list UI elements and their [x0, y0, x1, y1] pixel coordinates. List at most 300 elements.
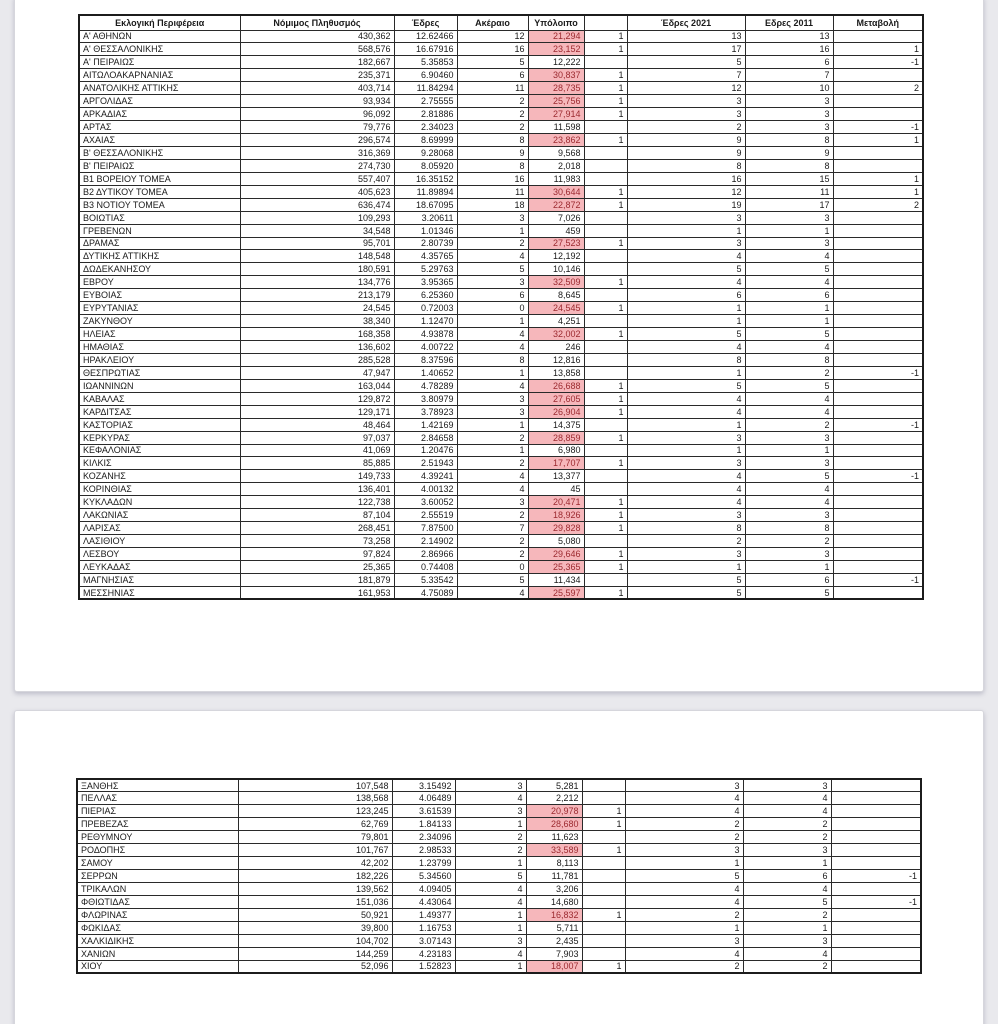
value-cell: 2.86966 — [394, 548, 457, 561]
value-cell: 5 — [627, 56, 745, 69]
value-cell: 139,562 — [238, 883, 392, 896]
value-cell: 4 — [625, 883, 743, 896]
value-cell — [582, 792, 625, 805]
value-cell: 4 — [457, 250, 528, 263]
value-cell: 1 — [584, 392, 627, 405]
value-cell: 3.07143 — [392, 934, 455, 947]
value-cell: 636,474 — [240, 198, 394, 211]
column-header: Ακέραιο — [457, 15, 528, 30]
value-cell: 95,701 — [240, 237, 394, 250]
highlighted-remainder-cell: 22,872 — [528, 198, 584, 211]
highlighted-remainder-cell: 17,707 — [528, 457, 584, 470]
value-cell: 11 — [457, 82, 528, 95]
value-cell: 12,222 — [528, 56, 584, 69]
district-cell: ΚΑΣΤΟΡΙΑΣ — [79, 418, 240, 431]
value-cell — [584, 121, 627, 134]
value-cell — [833, 560, 923, 573]
value-cell: 405,623 — [240, 185, 394, 198]
highlighted-remainder-cell: 29,646 — [528, 548, 584, 561]
value-cell: 16 — [745, 43, 833, 56]
value-cell: 16.67916 — [394, 43, 457, 56]
value-cell: 1 — [584, 69, 627, 82]
column-header: Έδρες — [394, 15, 457, 30]
value-cell: 11,598 — [528, 121, 584, 134]
seat-allocation-table-page-2 — [76, 778, 922, 974]
value-cell: 1 — [584, 405, 627, 418]
value-cell — [833, 146, 923, 159]
value-cell: 6 — [745, 573, 833, 586]
value-cell: 3,206 — [526, 883, 582, 896]
highlighted-remainder-cell: 28,735 — [528, 82, 584, 95]
table-row — [79, 392, 923, 405]
value-cell: 8 — [745, 353, 833, 366]
value-cell: 4 — [745, 496, 833, 509]
value-cell: 4 — [457, 470, 528, 483]
value-cell: 2 — [627, 121, 745, 134]
value-cell: 1 — [455, 818, 526, 831]
district-cell: ΑΡΤΑΣ — [79, 121, 240, 134]
district-cell: ΛΕΥΚΑΔΑΣ — [79, 560, 240, 573]
value-cell: 1 — [584, 328, 627, 341]
value-cell: 5 — [745, 586, 833, 599]
value-cell — [833, 69, 923, 82]
value-cell: 182,667 — [240, 56, 394, 69]
value-cell: 4 — [627, 405, 745, 418]
value-cell: 274,730 — [240, 159, 394, 172]
district-cell: ΚΕΡΚΥΡΑΣ — [79, 431, 240, 444]
value-cell: 8.37596 — [394, 353, 457, 366]
value-cell: 213,179 — [240, 289, 394, 302]
value-cell: 7 — [745, 69, 833, 82]
value-cell: 6 — [457, 69, 528, 82]
value-cell — [584, 470, 627, 483]
value-cell: 8 — [745, 522, 833, 535]
value-cell: 4.00132 — [394, 483, 457, 496]
value-cell: 2 — [457, 108, 528, 121]
value-cell: 2 — [455, 831, 526, 844]
district-cell: ΔΩΔΕΚΑΝΗΣΟΥ — [79, 263, 240, 276]
value-cell: 73,258 — [240, 535, 394, 548]
highlighted-remainder-cell: 18,926 — [528, 509, 584, 522]
value-cell: 4 — [745, 276, 833, 289]
value-cell: 2 — [625, 908, 743, 921]
column-header: Έδρες 2021 — [627, 15, 745, 30]
value-cell: 0.72003 — [394, 302, 457, 315]
value-cell — [833, 250, 923, 263]
value-cell: 8 — [627, 353, 745, 366]
table-row — [79, 108, 923, 121]
value-cell: 144,259 — [238, 947, 392, 960]
value-cell — [833, 224, 923, 237]
value-cell: 1 — [584, 496, 627, 509]
district-cell: Α' ΑΘΗΝΩΝ — [79, 30, 240, 43]
column-header: Εκλογική Περιφέρεια — [79, 15, 240, 30]
table-row — [79, 82, 923, 95]
value-cell — [833, 535, 923, 548]
table-row — [79, 586, 923, 599]
value-cell: 4 — [457, 328, 528, 341]
value-cell — [831, 831, 921, 844]
district-cell: ΣΕΡΡΩΝ — [77, 870, 238, 883]
value-cell: 8 — [457, 353, 528, 366]
value-cell: 16 — [457, 43, 528, 56]
value-cell: 1 — [743, 857, 831, 870]
value-cell: 430,362 — [240, 30, 394, 43]
value-cell: 1 — [584, 379, 627, 392]
value-cell: 3 — [745, 211, 833, 224]
value-cell: 4 — [625, 805, 743, 818]
district-cell: ΚΑΡΔΙΤΣΑΣ — [79, 405, 240, 418]
value-cell: 4.43064 — [392, 895, 455, 908]
value-cell: 4.39241 — [394, 470, 457, 483]
value-cell — [833, 159, 923, 172]
table-row — [79, 146, 923, 159]
district-cell: ΚΕΦΑΛΟΝΙΑΣ — [79, 444, 240, 457]
value-cell — [584, 159, 627, 172]
value-cell: 3 — [627, 548, 745, 561]
value-cell: 13,858 — [528, 366, 584, 379]
highlighted-remainder-cell: 26,688 — [528, 379, 584, 392]
value-cell: 2 — [743, 831, 831, 844]
value-cell — [584, 341, 627, 354]
value-cell: 2 — [457, 548, 528, 561]
value-cell — [833, 211, 923, 224]
value-cell: 8.05920 — [394, 159, 457, 172]
value-cell: 6.90460 — [394, 69, 457, 82]
value-cell: 9,568 — [528, 146, 584, 159]
district-cell: ΜΕΣΣΗΝΙΑΣ — [79, 586, 240, 599]
value-cell: 2 — [743, 818, 831, 831]
value-cell: 17 — [627, 43, 745, 56]
value-cell: 1 — [627, 315, 745, 328]
district-cell: ΦΩΚΙΔΑΣ — [77, 921, 238, 934]
value-cell: 0.74408 — [394, 560, 457, 573]
table-row — [77, 870, 921, 883]
value-cell: 123,245 — [238, 805, 392, 818]
value-cell: 2 — [625, 960, 743, 973]
value-cell: 2 — [625, 818, 743, 831]
table-row — [79, 315, 923, 328]
highlighted-remainder-cell: 27,605 — [528, 392, 584, 405]
highlighted-remainder-cell: 21,294 — [528, 30, 584, 43]
value-cell: 316,369 — [240, 146, 394, 159]
highlighted-remainder-cell: 24,545 — [528, 302, 584, 315]
value-cell: 296,574 — [240, 134, 394, 147]
table-row — [79, 496, 923, 509]
value-cell — [831, 857, 921, 870]
table-row — [79, 198, 923, 211]
value-cell — [584, 172, 627, 185]
value-cell: 14,375 — [528, 418, 584, 431]
table-row — [79, 250, 923, 263]
document-page-2 — [14, 710, 984, 1024]
value-cell: 2,018 — [528, 159, 584, 172]
value-cell: 3 — [745, 108, 833, 121]
value-cell: 129,872 — [240, 392, 394, 405]
value-cell: 7,026 — [528, 211, 584, 224]
table-row — [79, 341, 923, 354]
value-cell: 1 — [582, 805, 625, 818]
value-cell: 109,293 — [240, 211, 394, 224]
value-cell: 1 — [584, 457, 627, 470]
value-cell — [584, 366, 627, 379]
value-cell: 1 — [455, 857, 526, 870]
value-cell: 5,080 — [528, 535, 584, 548]
district-cell: ΔΥΤΙΚΗΣ ΑΤΤΙΚΗΣ — [79, 250, 240, 263]
value-cell: 24,545 — [240, 302, 394, 315]
value-cell: 6 — [745, 56, 833, 69]
value-cell: 4 — [457, 483, 528, 496]
highlighted-remainder-cell: 32,509 — [528, 276, 584, 289]
value-cell: 97,037 — [240, 431, 394, 444]
value-cell: 6,980 — [528, 444, 584, 457]
value-cell: 1.23799 — [392, 857, 455, 870]
district-cell: ΚΟΖΑΝΗΣ — [79, 470, 240, 483]
district-cell: ΑΡΓΟΛΙΔΑΣ — [79, 95, 240, 108]
value-cell: 18 — [457, 198, 528, 211]
highlighted-remainder-cell: 32,002 — [528, 328, 584, 341]
table-row — [77, 934, 921, 947]
district-cell: Β' ΘΕΣΣΑΛΟΝΙΚΗΣ — [79, 146, 240, 159]
value-cell: 151,036 — [238, 895, 392, 908]
value-cell: 16.35152 — [394, 172, 457, 185]
value-cell: 17 — [745, 198, 833, 211]
district-cell: ΑΝΑΤΟΛΙΚΗΣ ΑΤΤΙΚΗΣ — [79, 82, 240, 95]
value-cell: 3 — [743, 934, 831, 947]
table-row — [79, 418, 923, 431]
table-row — [79, 95, 923, 108]
value-cell: 9 — [627, 134, 745, 147]
value-cell: 3 — [745, 431, 833, 444]
value-cell: 134,776 — [240, 276, 394, 289]
value-cell: 101,767 — [238, 844, 392, 857]
value-cell: 1 — [584, 276, 627, 289]
value-cell: 79,801 — [238, 831, 392, 844]
district-cell: ΑΧΑΙΑΣ — [79, 134, 240, 147]
value-cell: 5 — [745, 328, 833, 341]
table-row — [77, 805, 921, 818]
value-cell: 9.28068 — [394, 146, 457, 159]
value-cell: 3.60052 — [394, 496, 457, 509]
value-cell: 5,281 — [526, 779, 582, 792]
value-cell: 2.75555 — [394, 95, 457, 108]
value-cell: 8,113 — [526, 857, 582, 870]
value-cell: 3 — [625, 934, 743, 947]
table-row — [79, 211, 923, 224]
district-cell: ΜΑΓΝΗΣΙΑΣ — [79, 573, 240, 586]
table-row — [77, 960, 921, 973]
value-cell: 6.25360 — [394, 289, 457, 302]
district-cell: ΙΩΑΝΝΙΝΩΝ — [79, 379, 240, 392]
value-cell: 25,365 — [240, 560, 394, 573]
value-cell: 13 — [627, 30, 745, 43]
value-cell: 2 — [833, 198, 923, 211]
value-cell — [833, 483, 923, 496]
value-cell: 4.78289 — [394, 379, 457, 392]
table-row — [79, 56, 923, 69]
value-cell: 4.00722 — [394, 341, 457, 354]
district-cell: ΕΒΡΟΥ — [79, 276, 240, 289]
value-cell: 235,371 — [240, 69, 394, 82]
seat-allocation-table-page-1 — [78, 14, 924, 600]
value-cell: 3 — [627, 211, 745, 224]
value-cell: 5 — [625, 870, 743, 883]
district-cell: ΧΙΟΥ — [77, 960, 238, 973]
value-cell — [584, 483, 627, 496]
value-cell: 6 — [743, 870, 831, 883]
table-row — [79, 134, 923, 147]
value-cell: 4,251 — [528, 315, 584, 328]
value-cell — [833, 522, 923, 535]
table-row — [79, 431, 923, 444]
value-cell: 181,879 — [240, 573, 394, 586]
value-cell: 0 — [457, 302, 528, 315]
value-cell: 2 — [457, 509, 528, 522]
value-cell: 1 — [457, 315, 528, 328]
value-cell: 136,401 — [240, 483, 394, 496]
value-cell: 6 — [457, 289, 528, 302]
district-cell: ΤΡΙΚΑΛΩΝ — [77, 883, 238, 896]
value-cell: 2.98533 — [392, 844, 455, 857]
table-row — [77, 908, 921, 921]
value-cell — [833, 276, 923, 289]
value-cell: 104,702 — [238, 934, 392, 947]
value-cell: -1 — [833, 121, 923, 134]
value-cell: 1 — [627, 418, 745, 431]
value-cell — [833, 237, 923, 250]
value-cell: 1 — [582, 908, 625, 921]
table-row — [79, 224, 923, 237]
table-row — [77, 779, 921, 792]
value-cell: 15 — [745, 172, 833, 185]
value-cell: 3 — [457, 211, 528, 224]
column-header: Εδρες 2011 — [745, 15, 833, 30]
value-cell: 38,340 — [240, 315, 394, 328]
value-cell: 2.34023 — [394, 121, 457, 134]
column-header: Υπόλοιπο — [528, 15, 584, 30]
district-cell: ΛΑΚΩΝΙΑΣ — [79, 509, 240, 522]
value-cell: 3 — [627, 108, 745, 121]
value-cell: 11.89894 — [394, 185, 457, 198]
table-row — [77, 947, 921, 960]
value-cell: 3 — [745, 509, 833, 522]
highlighted-remainder-cell: 29,828 — [528, 522, 584, 535]
value-cell: 4 — [455, 883, 526, 896]
table-header-row — [79, 15, 923, 30]
highlighted-remainder-cell: 25,365 — [528, 560, 584, 573]
district-cell: ΖΑΚΥΝΘΟΥ — [79, 315, 240, 328]
value-cell: 5.35853 — [394, 56, 457, 69]
value-cell: 4 — [743, 805, 831, 818]
table-row — [77, 818, 921, 831]
district-cell: ΕΥΒΟΙΑΣ — [79, 289, 240, 302]
district-cell: ΚΑΒΑΛΑΣ — [79, 392, 240, 405]
value-cell: 12.62466 — [394, 30, 457, 43]
district-cell: ΠΕΛΛΑΣ — [77, 792, 238, 805]
value-cell — [831, 805, 921, 818]
value-cell: 4 — [455, 947, 526, 960]
table-row — [79, 522, 923, 535]
value-cell: 48,464 — [240, 418, 394, 431]
district-cell: ΛΑΡΙΣΑΣ — [79, 522, 240, 535]
district-cell: ΛΕΣΒΟΥ — [79, 548, 240, 561]
value-cell: 4 — [745, 341, 833, 354]
value-cell: 4 — [625, 792, 743, 805]
highlighted-remainder-cell: 28,680 — [526, 818, 582, 831]
value-cell: 12 — [457, 30, 528, 43]
value-cell: 1 — [627, 560, 745, 573]
value-cell: 52,096 — [238, 960, 392, 973]
value-cell: 1 — [625, 857, 743, 870]
value-cell: 2 — [833, 82, 923, 95]
table-row — [79, 366, 923, 379]
value-cell: 1.16753 — [392, 921, 455, 934]
value-cell: 5 — [457, 263, 528, 276]
value-cell: 161,953 — [240, 586, 394, 599]
district-cell: ΓΡΕΒΕΝΩΝ — [79, 224, 240, 237]
value-cell: 5 — [745, 263, 833, 276]
district-cell: ΞΑΝΘΗΣ — [77, 779, 238, 792]
value-cell: 97,824 — [240, 548, 394, 561]
value-cell: 4 — [745, 405, 833, 418]
value-cell: 1 — [582, 844, 625, 857]
value-cell: 4.06489 — [392, 792, 455, 805]
value-cell: 4.09405 — [392, 883, 455, 896]
value-cell: 7,903 — [526, 947, 582, 960]
value-cell: 5,711 — [526, 921, 582, 934]
value-cell: 11.84294 — [394, 82, 457, 95]
value-cell: 11 — [457, 185, 528, 198]
value-cell: 1.12470 — [394, 315, 457, 328]
value-cell: 1 — [457, 444, 528, 457]
value-cell: 2.34096 — [392, 831, 455, 844]
highlighted-remainder-cell: 20,978 — [526, 805, 582, 818]
value-cell: 50,921 — [238, 908, 392, 921]
table-row — [79, 535, 923, 548]
value-cell: 1 — [455, 908, 526, 921]
value-cell: 1 — [745, 444, 833, 457]
value-cell: 3 — [743, 844, 831, 857]
table-row — [79, 509, 923, 522]
value-cell: 4 — [743, 792, 831, 805]
value-cell: 34,548 — [240, 224, 394, 237]
district-cell: Β1 ΒΟΡΕΙΟΥ ΤΟΜΕΑ — [79, 172, 240, 185]
value-cell — [833, 108, 923, 121]
table-row — [77, 857, 921, 870]
table-row — [79, 379, 923, 392]
value-cell: 4 — [627, 496, 745, 509]
value-cell: 18.67095 — [394, 198, 457, 211]
value-cell: 1.49377 — [392, 908, 455, 921]
value-cell — [833, 315, 923, 328]
table-row — [79, 263, 923, 276]
district-cell: ΒΟΙΩΤΙΑΣ — [79, 211, 240, 224]
highlighted-remainder-cell: 23,862 — [528, 134, 584, 147]
value-cell: 5.33542 — [394, 573, 457, 586]
value-cell: 2 — [745, 366, 833, 379]
district-cell: Β2 ΔΥΤΙΚΟΥ ΤΟΜΕΑ — [79, 185, 240, 198]
value-cell: 5 — [745, 470, 833, 483]
table-row — [79, 470, 923, 483]
value-cell: 4 — [627, 392, 745, 405]
value-cell — [833, 30, 923, 43]
value-cell: -1 — [831, 870, 921, 883]
table-row — [79, 302, 923, 315]
value-cell: 47,947 — [240, 366, 394, 379]
value-cell: 2 — [457, 431, 528, 444]
value-cell — [833, 509, 923, 522]
value-cell: 3.20611 — [394, 211, 457, 224]
